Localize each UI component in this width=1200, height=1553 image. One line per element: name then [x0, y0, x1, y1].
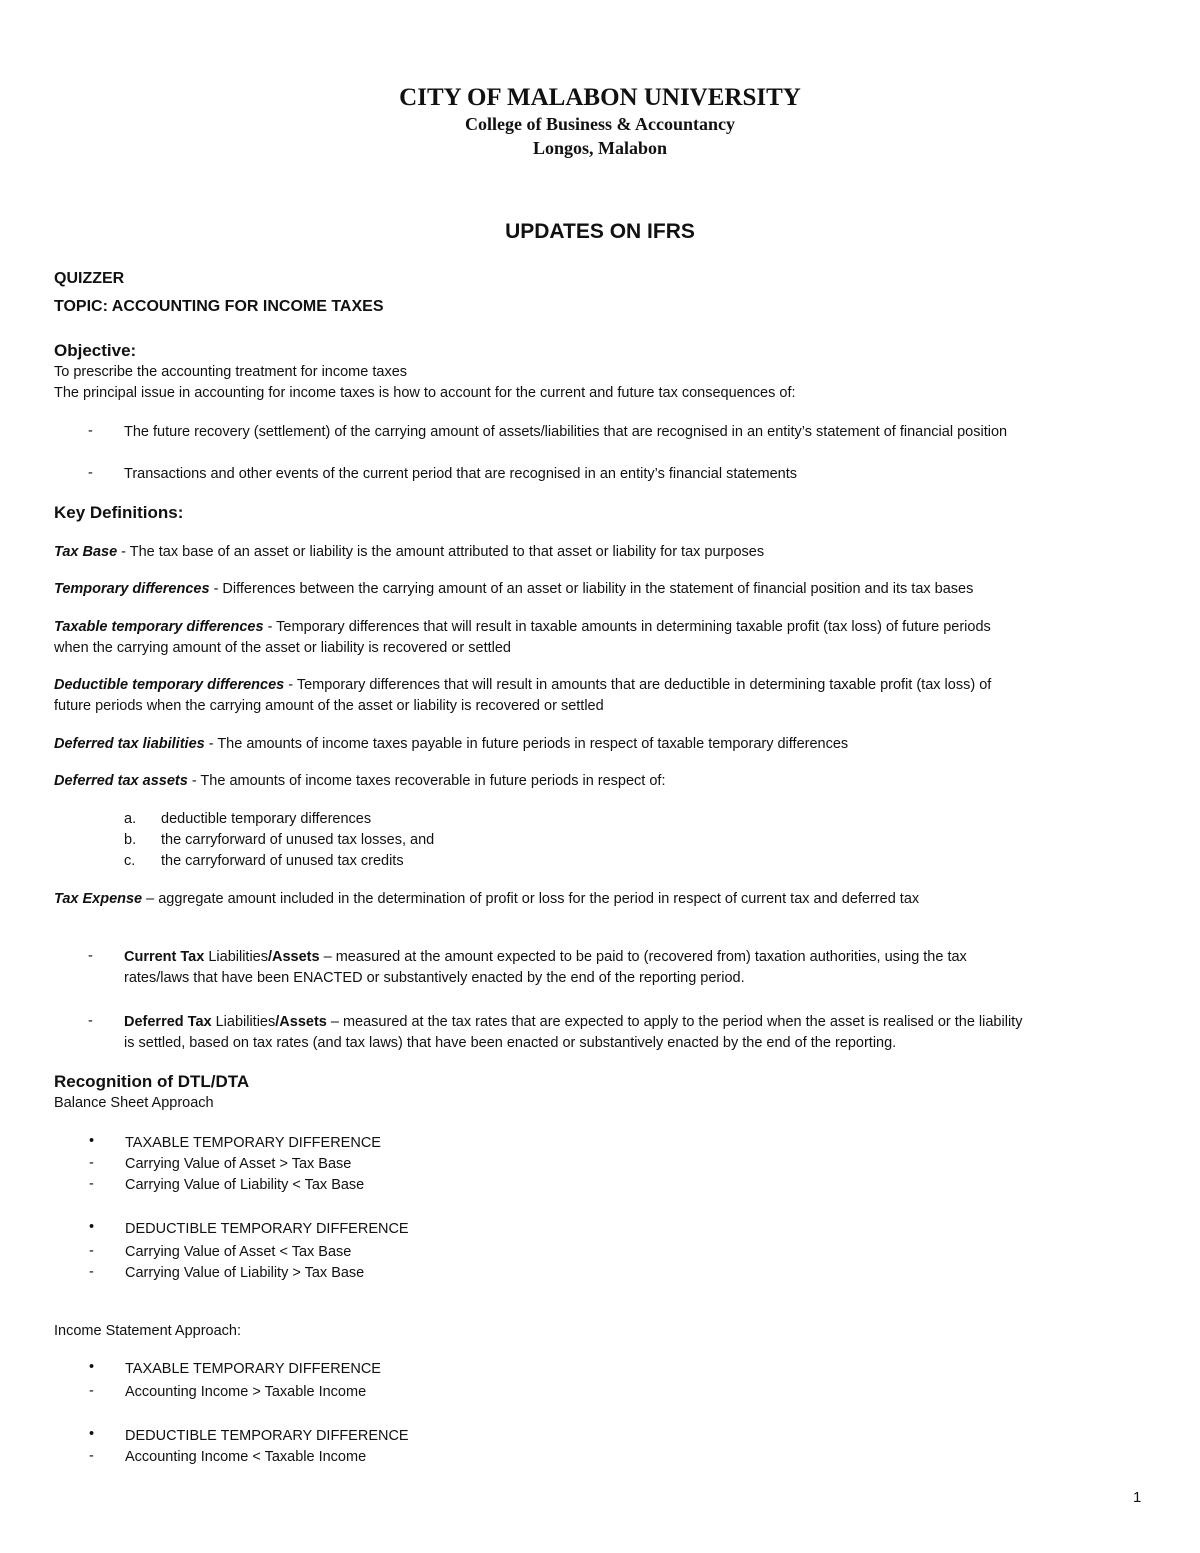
definition-term: Deferred tax liabilities: [54, 736, 205, 752]
dash-marker: -: [89, 1155, 94, 1171]
objective-heading: Objective:: [54, 341, 137, 360]
list-item: the carryforward of unused tax credits: [161, 853, 404, 869]
definition-text: – measured at the amount expected to be paid to (recovered from) taxation authorities, using the tax: [319, 949, 967, 965]
objective-item-1: The future recovery (settlement) of the carrying amount of assets/liabilities that are recognised in an entity’s statement of financial position: [124, 424, 1008, 440]
list-item: Carrying Value of Asset > Tax Base: [125, 1156, 352, 1172]
definition-continuation: rates/laws that have been ENACTED or substantively enacted by the end of the reporting period.: [124, 970, 745, 986]
campus-location: Longos, Malabon: [532, 138, 668, 158]
definition-term: Temporary differences: [54, 581, 210, 597]
definition-term-mid: Liabilities: [211, 1014, 276, 1030]
definition-tax-base: [54, 542, 764, 563]
objective-line-2: The principal issue in accounting for income taxes is how to account for the current and future tax consequences of:: [54, 385, 796, 401]
topic-heading: TOPIC: ACCOUNTING FOR INCOME TAXES: [54, 298, 384, 315]
definition-deductible-temporary: [54, 675, 991, 696]
recognition-heading: Recognition of DTL/DTA: [54, 1072, 250, 1091]
definition-text: - Differences between the carrying amount of an asset or liability in the statement of financial position and its tax bases: [209, 581, 974, 597]
list-item: deductible temporary differences: [161, 811, 372, 827]
university-name: CITY OF MALABON UNIVERSITY: [399, 84, 801, 111]
definition-term: Deductible temporary differences: [54, 677, 285, 693]
definition-taxable-temporary: [54, 617, 991, 638]
definition-term: /Assets: [275, 1014, 327, 1030]
dash-marker: -: [89, 1448, 94, 1464]
definition-continuation: when the carrying amount of the asset or liability is recovered or settled: [54, 640, 511, 656]
list-item: Accounting Income < Taxable Income: [125, 1449, 367, 1465]
list-item: Carrying Value of Liability < Tax Base: [125, 1177, 365, 1193]
list-marker: b.: [124, 832, 137, 848]
definition-continuation: future periods when the carrying amount of the asset or liability is recovered or settled: [54, 698, 604, 714]
list-item: Carrying Value of Liability > Tax Base: [125, 1265, 365, 1281]
objective-item-2: Transactions and other events of the current period that are recognised in an entity’s financial statements: [124, 466, 798, 482]
definition-term: Tax Expense: [54, 891, 143, 907]
definition-temporary-differences: [54, 579, 973, 600]
page-title: UPDATES ON IFRS: [505, 220, 695, 243]
taxable-difference-label: TAXABLE TEMPORARY DIFFERENCE: [125, 1135, 381, 1151]
current-tax-definition: [124, 947, 967, 968]
list-marker: c.: [124, 853, 136, 869]
dash-marker: -: [89, 1264, 94, 1280]
bullet-marker: •: [89, 1359, 95, 1375]
list-item: Carrying Value of Asset < Tax Base: [125, 1244, 352, 1260]
list-item: the carryforward of unused tax losses, and: [161, 832, 435, 848]
objective-line-1: To prescribe the accounting treatment for income taxes: [54, 364, 408, 380]
dash-marker: -: [88, 423, 93, 439]
deductible-difference-label: DEDUCTIBLE TEMPORARY DIFFERENCE: [125, 1428, 409, 1444]
page-number: 1: [1133, 1489, 1142, 1506]
bullet-marker: •: [89, 1219, 95, 1235]
definition-continuation: is settled, based on tax rates (and tax laws) that have been enacted or substantively enacted by the end of the reporting.: [124, 1035, 897, 1051]
bullet-marker: •: [89, 1426, 95, 1442]
definition-term: Deferred Tax: [124, 1014, 212, 1030]
definition-term: /Assets: [267, 949, 320, 965]
balance-sheet-approach-label: Balance Sheet Approach: [54, 1095, 214, 1111]
definition-text: - Temporary differences that will result in taxable amounts in determining taxable profit (tax loss) of future periods: [263, 619, 991, 635]
bullet-marker: •: [89, 1133, 95, 1149]
dash-marker: -: [88, 948, 93, 964]
definitions-heading: Key Definitions:: [54, 503, 184, 522]
definition-tax-expense: [54, 889, 919, 910]
definition-text: - The tax base of an asset or liability is the amount attributed to that asset or liability for tax purposes: [117, 544, 765, 560]
list-marker: a.: [124, 811, 137, 827]
list-item: Accounting Income > Taxable Income: [125, 1384, 367, 1400]
definition-term: Tax Base: [54, 544, 118, 560]
dash-marker: -: [88, 465, 93, 481]
quizzer-label: QUIZZER: [54, 270, 125, 287]
dash-marker: -: [88, 1013, 93, 1029]
deferred-tax-definition: [124, 1012, 1022, 1033]
definition-text: – measured at the tax rates that are expected to apply to the period when the asset is realised or the liability: [326, 1014, 1023, 1030]
dash-marker: -: [89, 1243, 94, 1259]
dash-marker: -: [89, 1176, 94, 1192]
definition-text: - The amounts of income taxes payable in future periods in respect of taxable temporary differences: [204, 736, 849, 752]
definition-deferred-tax-liabilities: [54, 734, 848, 755]
deductible-difference-label: DEDUCTIBLE TEMPORARY DIFFERENCE: [125, 1221, 409, 1237]
definition-term: Deferred tax assets: [54, 773, 188, 789]
taxable-difference-label: TAXABLE TEMPORARY DIFFERENCE: [125, 1361, 381, 1377]
definition-text: – aggregate amount included in the determination of profit or loss for the period in respect of current tax and deferred tax: [142, 891, 920, 907]
definition-term: Current Tax: [124, 949, 205, 965]
definition-term: Taxable temporary differences: [54, 619, 264, 635]
college-name: College of Business & Accountancy: [465, 114, 735, 134]
definition-text: - The amounts of income taxes recoverable in future periods in respect of:: [187, 773, 666, 789]
dash-marker: -: [89, 1383, 94, 1399]
definition-deferred-tax-assets: [54, 771, 665, 792]
definition-term-mid: Liabilities: [204, 949, 268, 965]
definition-text: - Temporary differences that will result in amounts that are deductible in determining taxable profit (tax loss) of: [284, 677, 992, 693]
income-statement-approach-label: Income Statement Approach:: [54, 1323, 241, 1339]
